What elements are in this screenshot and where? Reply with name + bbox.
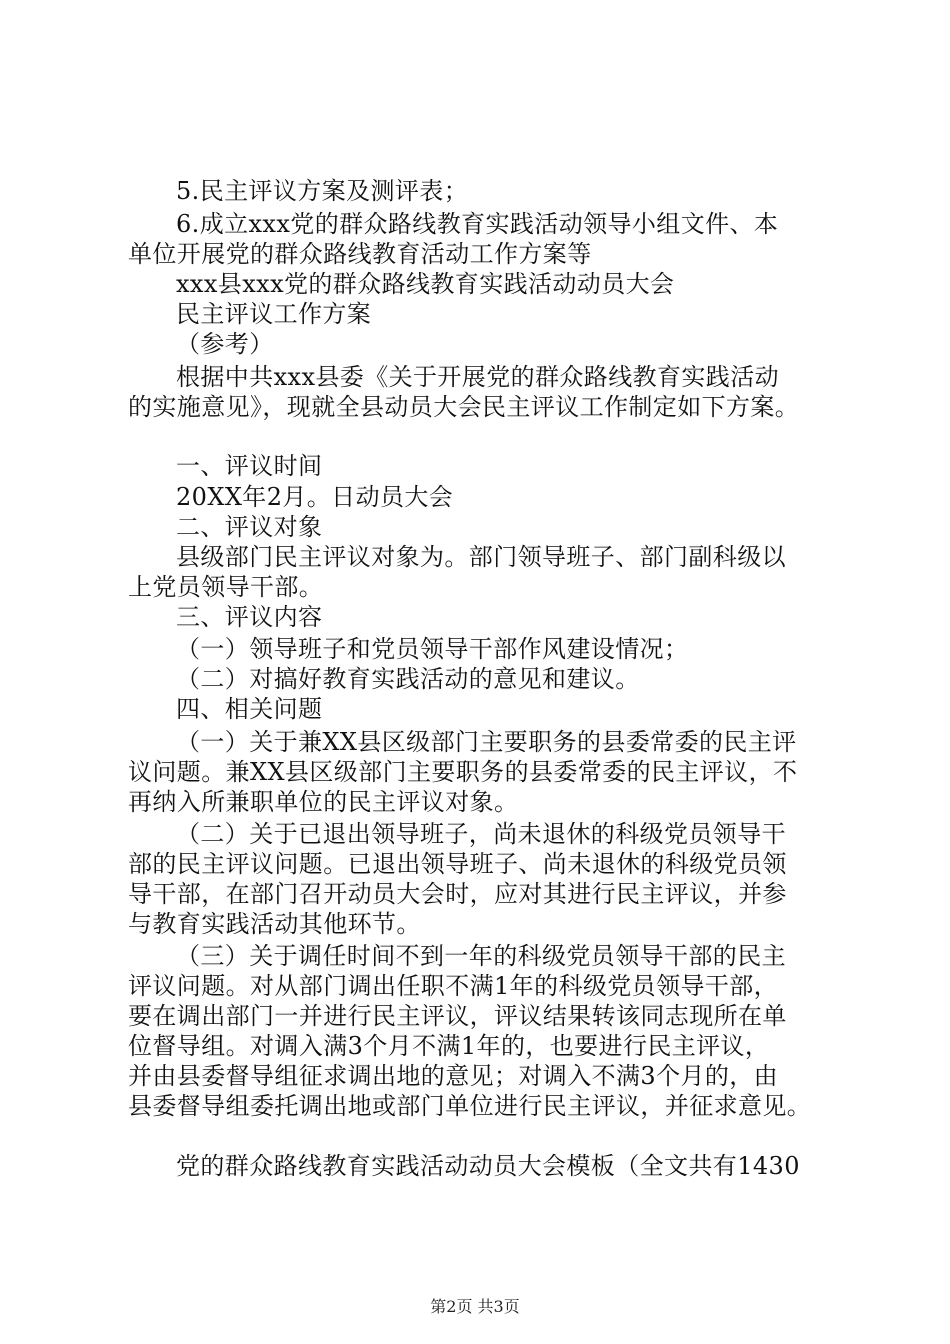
text-line: 5.民主评议方案及测评表； <box>176 177 469 205</box>
section-heading: 三、评议内容 <box>176 603 323 631</box>
text-line: 20XX年2月。日动员大会 <box>176 483 454 511</box>
reference-note: （参考） <box>176 330 274 358</box>
section-heading: 一、评议时间 <box>176 452 323 480</box>
text-line: 单位开展党的群众路线教育活动工作方案等 <box>128 240 592 268</box>
text-line: 要在调出部门一并进行民主评议，评议结果转该同志现所在单 <box>128 1002 787 1030</box>
page-number-footer: 第2页 共3页 <box>430 1297 520 1316</box>
text-line: 再纳入所兼职单位的民主评议对象。 <box>128 788 519 816</box>
text-line: 的实施意见》，现就全县动员大会民主评议工作制定如下方案。 <box>128 393 800 421</box>
text-line: （一）关于兼XX县区级部门主要职务的县委常委的民主评 <box>176 728 797 756</box>
text-line: 县委督导组委托调出地或部门单位进行民主评议，并征求意见。 <box>128 1092 812 1120</box>
text-line: （二）对搞好教育实践活动的意见和建议。 <box>176 665 640 693</box>
text-line: 导干部，在部门召开动员大会时，应对其进行民主评议，并参 <box>128 880 787 908</box>
text-line: 议问题。兼XX县区级部门主要职务的县委常委的民主评议，不 <box>128 758 798 786</box>
section-heading: 二、评议对象 <box>176 513 323 541</box>
text-line: 6.成立xxx党的群众路线教育实践活动领导小组文件、本 <box>176 210 779 238</box>
text-line: （二）关于已退出领导班子，尚未退休的科级党员领导干 <box>176 820 786 848</box>
text-line: 位督导组。对调入满3个月不满1年的，也要进行民主评议， <box>128 1032 770 1060</box>
section-heading: 四、相关问题 <box>176 695 323 723</box>
text-line: （一）领导班子和党员领导干部作风建设情况； <box>176 635 689 663</box>
text-line: 与教育实践活动其他环节。 <box>128 910 421 938</box>
document-subtitle: 民主评议工作方案 <box>176 300 372 328</box>
text-line: 评议问题。对从部门调出任职不满1年的科级党员领导干部， <box>128 972 779 1000</box>
text-line: 根据中共xxx县委《关于开展党的群众路线教育实践活动 <box>176 363 780 391</box>
document-title: xxx县xxx党的群众路线教育实践活动动员大会 <box>176 270 675 298</box>
text-line: 部的民主评议问题。已退出领导班子、尚未退休的科级党员领 <box>128 850 787 878</box>
text-line: 党的群众路线教育实践活动动员大会模板（全文共有1430 <box>176 1152 800 1180</box>
text-line: 上党员领导干部。 <box>128 573 324 601</box>
text-line: 县级部门民主评议对象为。部门领导班子、部门副科级以 <box>176 543 786 571</box>
text-line: 并由县委督导组征求调出地的意见；对调入不满3个月的，由 <box>128 1062 779 1090</box>
text-line: （三）关于调任时间不到一年的科级党员领导干部的民主 <box>176 942 786 970</box>
